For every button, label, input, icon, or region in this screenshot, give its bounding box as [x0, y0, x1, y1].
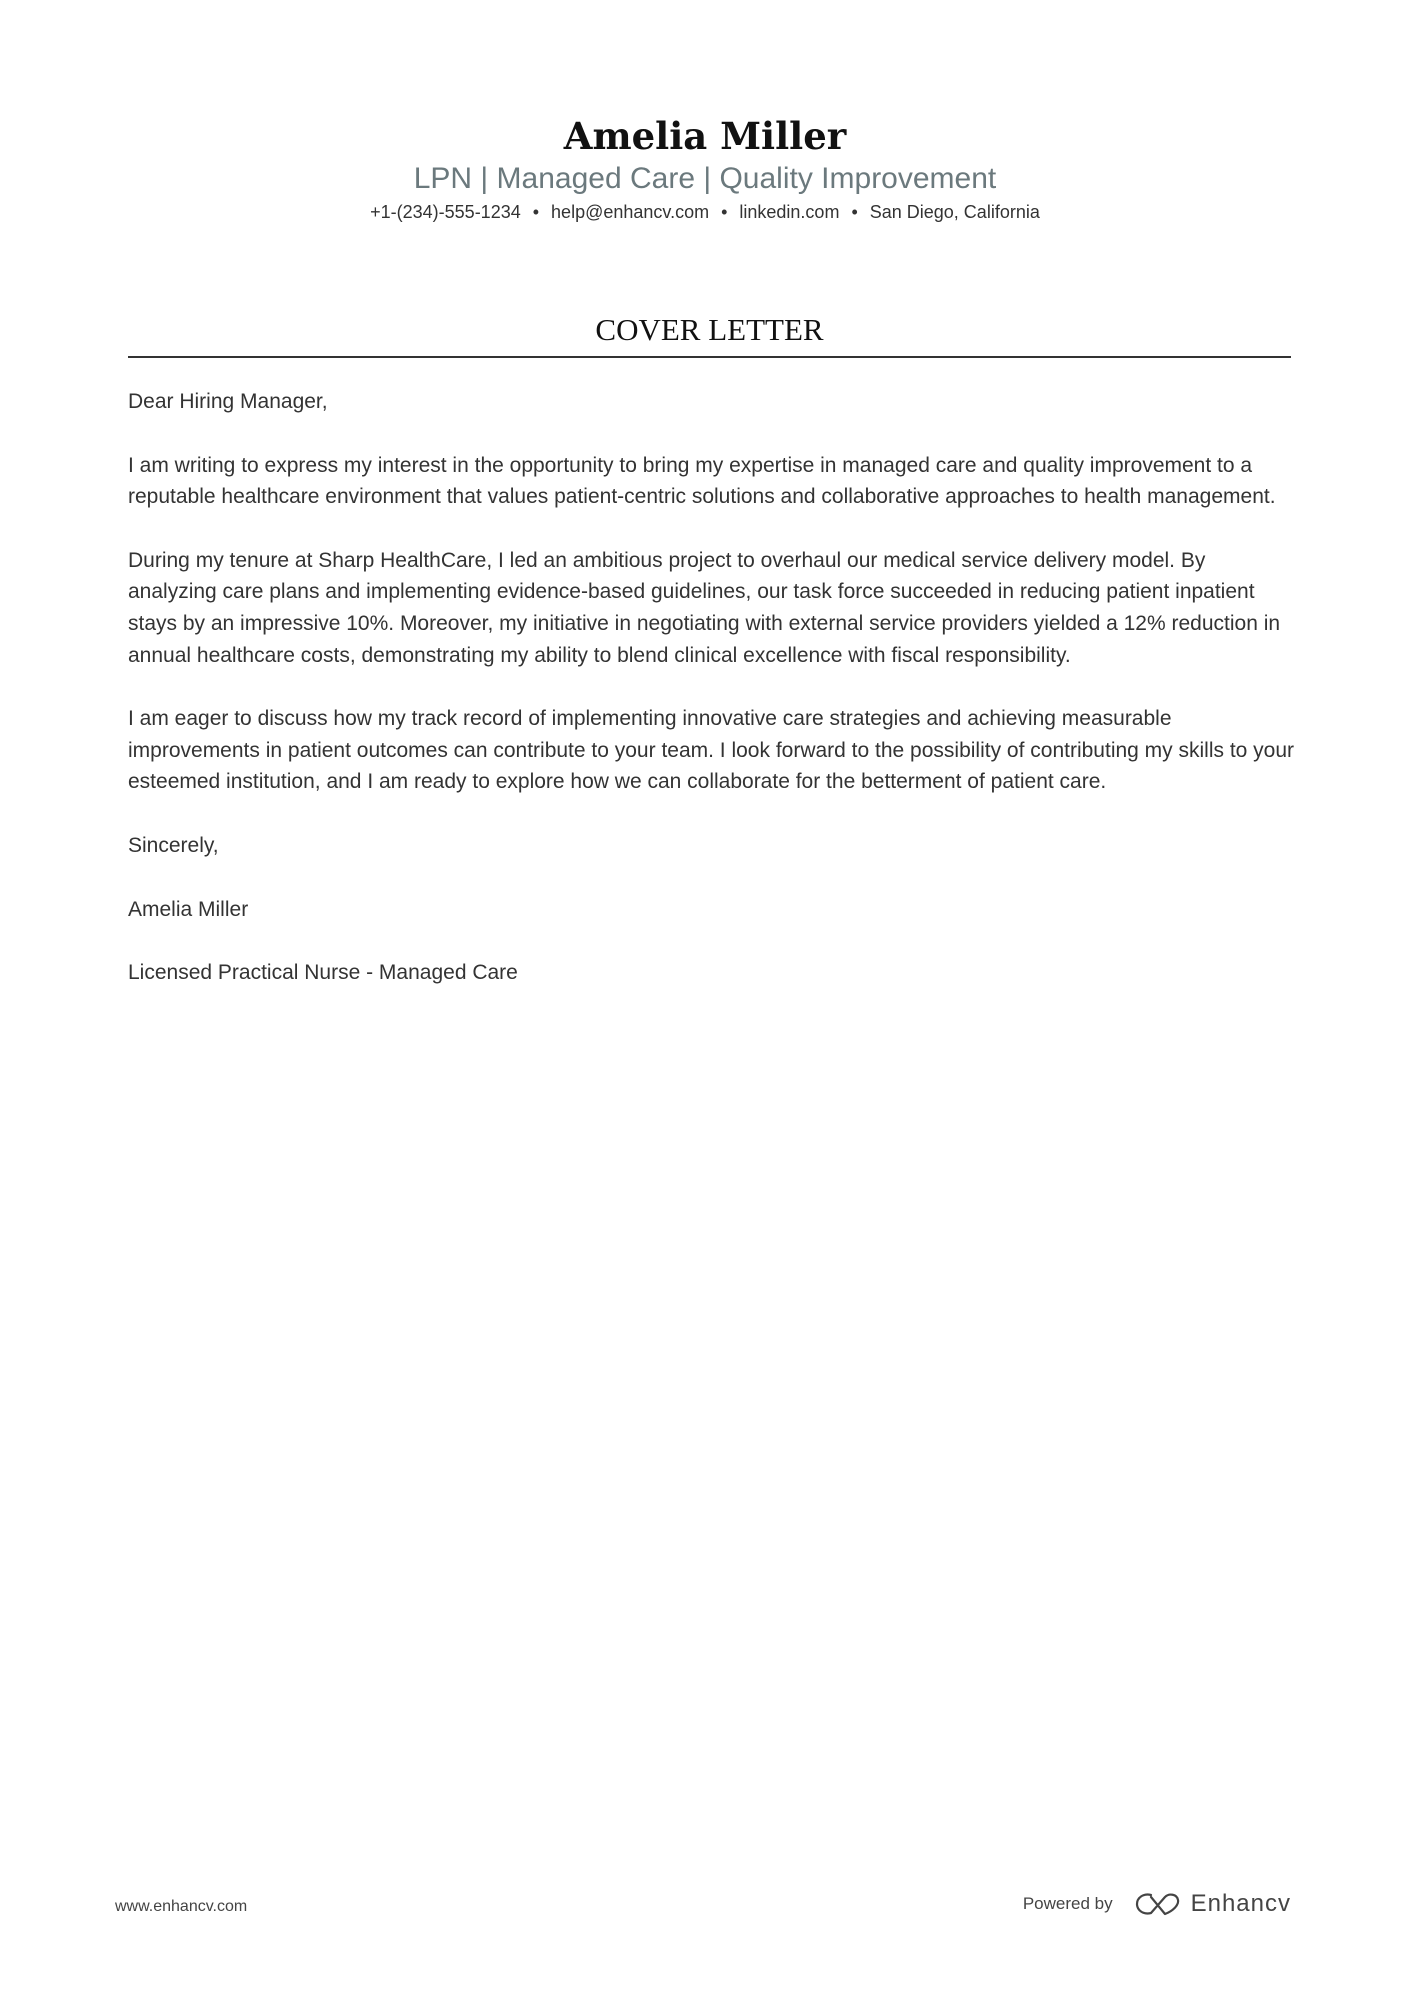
- resume-header: [0, 112, 1410, 224]
- separator-dot: •: [851, 202, 858, 222]
- candidate-name: Amelia Miller: [563, 114, 847, 158]
- letter-paragraph: During my tenure at Sharp HealthCare, I led an ambitious project to overhaul our medical service delivery model. By analyzing care plans and implementing evidence-based guidelines, our task force succeeded in reducing patient inpatient stays by an impressive 10%. Moreover, my initiative in negotiating with external service providers yielded a 12% reduction in annual healthcare costs, demonstrating my ability to blend clinical excellence with fiscal responsibility.: [128, 548, 1281, 667]
- contact-info: [0, 200, 1410, 224]
- letter-body: [128, 386, 1298, 1021]
- contact-linkedin[interactable]: linkedin.com: [739, 202, 840, 222]
- contact-email[interactable]: help@enhancv.com: [551, 202, 710, 222]
- powered-by-label: Powered by: [1022, 1894, 1113, 1913]
- letter-paragraph: I am writing to express my interest in the opportunity to bring my expertise in managed care and quality improvement to a reputable healthcare environment that values patient-centric solutions and collaborative approaches to health management.: [128, 453, 1276, 509]
- separator-dot: •: [532, 202, 540, 222]
- enhancv-logo[interactable]: [1135, 1890, 1291, 1918]
- letter-greeting: Dear Hiring Manager,: [128, 390, 328, 413]
- section-divider: [128, 356, 1291, 358]
- candidate-subtitle: LPN | Managed Care | Quality Improvement: [413, 162, 997, 195]
- contact-phone: +1-(234)-555-1234: [370, 202, 521, 222]
- letter-closing: Sincerely,: [128, 833, 219, 857]
- enhancv-logo-icon: [1135, 1891, 1181, 1917]
- section-title: COVER LETTER: [595, 312, 824, 347]
- footer-branding: [1023, 1890, 1291, 1918]
- separator-dot: •: [721, 202, 728, 222]
- letter-signature: Amelia Miller: [128, 897, 249, 921]
- letter-signature-title: Licensed Practical Nurse - Managed Care: [128, 961, 518, 985]
- contact-location: San Diego, California: [869, 202, 1040, 222]
- enhancv-brand-name: Enhancv: [1190, 1890, 1291, 1917]
- letter-paragraph: I am eager to discuss how my track record of implementing innovative care strategies and achieving measurable improvements in patient outcomes can contribute to your team. I look forward to the possibility of contributing my skills to your esteemed institution, and I am ready to explore how we can collaborate for the betterment of patient care.: [128, 707, 1295, 794]
- footer-website-link[interactable]: www.enhancv.com: [115, 1898, 248, 1915]
